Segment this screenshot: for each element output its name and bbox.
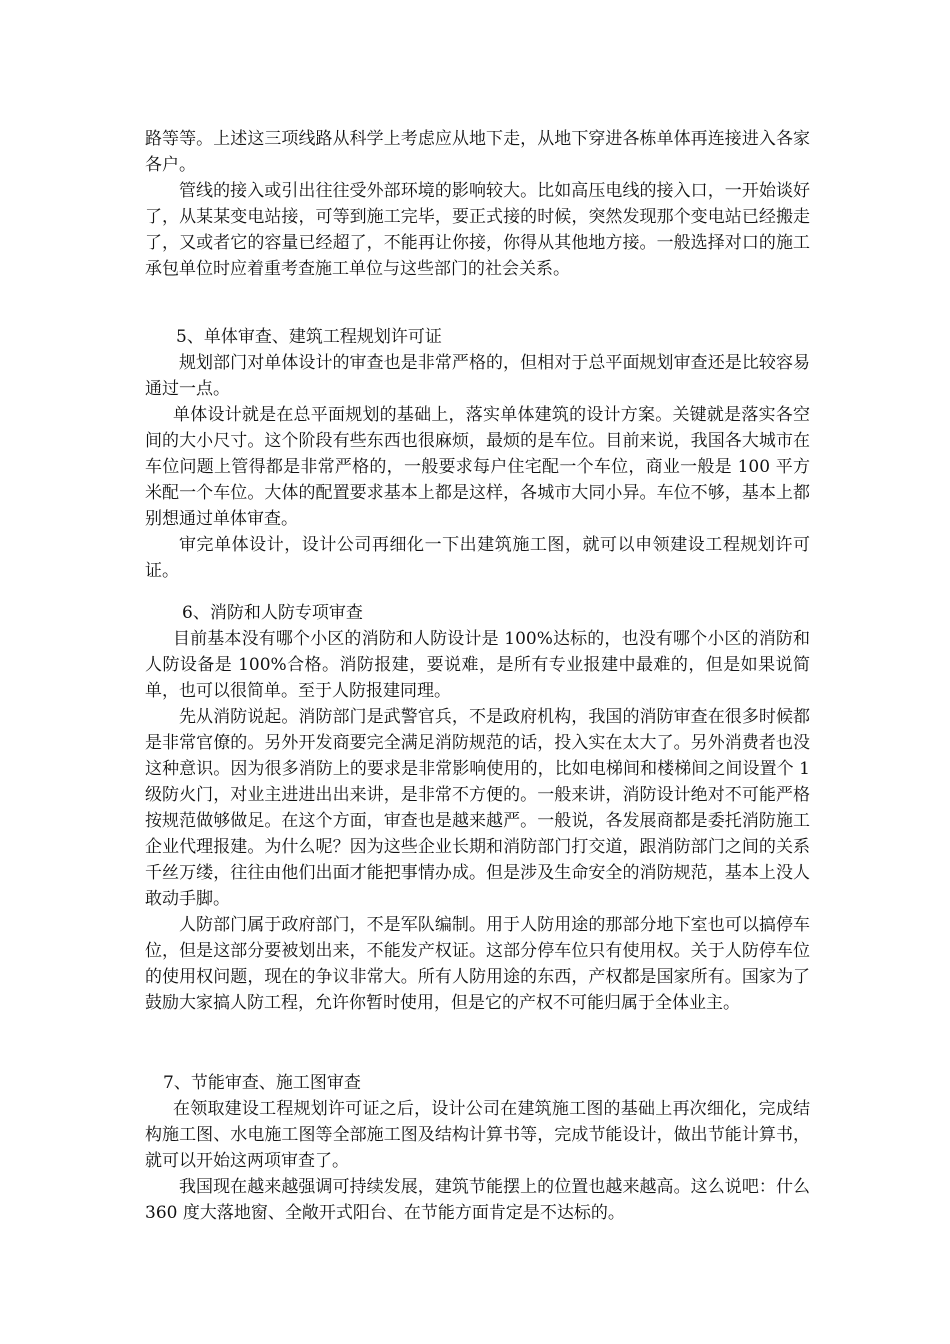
- text-section-1: [145, 126, 810, 282]
- paragraph-3: 规划部门对单体设计的审查也是非常严格的，但相对于总平面规划审查还是比较容易通过一点。: [145, 353, 810, 399]
- text-section-4: [145, 1096, 810, 1226]
- paragraph-1: 路等等。上述这三项线路从科学上考虑应从地下走，从地下穿进各栋单体再连接进入各家各户。: [145, 129, 810, 175]
- paragraph-7: 先从消防说起。消防部门是武警官兵，不是政府机构，我国的消防审查在很多时候都是非常官僚的。另外开发商要完全满足消防规范的话，投入实在太大了。另外消费者也没这种意识。因为很多消防上的要求是非常影响使用的，比如电梯间和楼梯间之间设置个 1 级防火门，对业主进进出出来讲，是非常不方便的。一般来讲，消防设计绝对不可能严格按规范做够做足。在这个方面，审查也是越来越严。一般说，各发展商都是委托消防施工企业代理报建。为什么呢？因为这些企业长期和消防部门打交道，跟消防部门之间的关系千丝万缕，往往由他们出面才能把事情办成。但是涉及生命安全的消防规范，基本上没人敢动手脚。: [145, 707, 810, 909]
- paragraph-8: 人防部门属于政府部门，不是军队编制。用于人防用途的那部分地下室也可以搞停车位，但是这部分要被划出来，不能发产权证。这部分停车位只有使用权。关于人防停车位的使用权问题，现在的争议非常大。所有人防用途的东西，产权都是国家所有。国家为了鼓励大家搞人防工程，允许你暂时使用，但是它的产权不可能归属于全体业主。: [145, 915, 810, 1013]
- paragraph-9: 在领取建设工程规划许可证之后，设计公司在建筑施工图的基础上再次细化，完成结构施工图、水电施工图等全部施工图及结构计算书等，完成节能设计，做出节能计算书，就可以开始这两项审查了。: [145, 1099, 810, 1171]
- section-heading-7: 7、节能审查、施工图审查: [163, 1073, 361, 1093]
- text-section-2: [145, 350, 810, 584]
- section-heading-5: 5、单体审查、建筑工程规划许可证: [176, 327, 442, 347]
- paragraph-4: 单体设计就是在总平面规划的基础上，落实单体建筑的设计方案。关键就是落实各空间的大小尺寸。这个阶段有些东西也很麻烦，最烦的是车位。目前来说，我国各大城市在车位问题上管得都是非常严格的，一般要求每户住宅配一个车位，商业一般是 100 平方米配一个车位。大体的配置要求基本上都是这样，各城市大同小异。车位不够，基本上都别想通过单体审查。: [145, 405, 810, 529]
- paragraph-6: 目前基本没有哪个小区的消防和人防设计是 100%达标的，也没有哪个小区的消防和人防设备是 100%合格。消防报建，要说难，是所有专业报建中最难的，但是如果说简单，也可以很简单。至于人防报建同理。: [145, 629, 810, 701]
- paragraph-2: 管线的接入或引出往往受外部环境的影响较大。比如高压电线的接入口，一开始谈好了，从某某变电站接，可等到施工完毕，要正式接的时候，突然发现那个变电站已经搬走了，又或者它的容量已经超了，不能再让你接，你得从其他地方接。一般选择对口的施工承包单位时应着重考查施工单位与这些部门的社会关系。: [145, 181, 810, 279]
- paragraph-10: 我国现在越来越强调可持续发展，建筑节能摆上的位置也越来越高。这么说吧：什么 360 度大落地窗、全敞开式阳台、在节能方面肯定是不达标的。: [145, 1177, 810, 1223]
- paragraph-5: 审完单体设计，设计公司再细化一下出建筑施工图，就可以申领建设工程规划许可证。: [145, 535, 810, 581]
- section-heading-6: 6、消防和人防专项审查: [182, 603, 363, 623]
- text-section-3: [145, 626, 810, 1016]
